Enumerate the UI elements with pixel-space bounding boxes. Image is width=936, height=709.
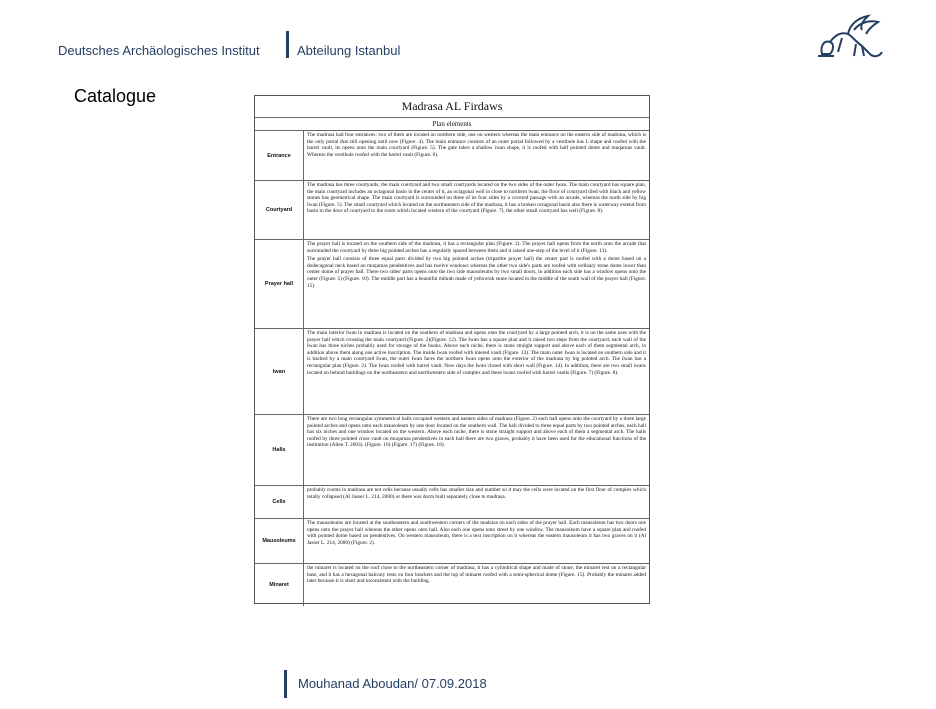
row-paragraph: probably rooms in madrasa are not cells because usually cells has smaller size and number so it may the cells were located on the first floor of complex which totally collapsed (Al Jasser L. 214, 2000) or there was dorm built separately close to madrasa. bbox=[307, 487, 646, 500]
row-paragraph: The prayer hall is located on the southern side of the madrasa, it has a rectangular plan (Figure. 2). The prayer hall opens from the north onto the arcade that surrounded the courtyard by three big pointed arches has a regularly spaced between them and it raised one-step of the level of it (Figure. 11). bbox=[307, 241, 646, 254]
row-paragraph: The main interior Iwan in madrasa is located on the southern of madrasa and opens onto the courtyard by a large pointed arch, it is on the same axes with the prayer hall which crossing the main courtyard (Figure. 2)(Figure. 12). The Iwan has a square plan and it raised two steps from the courtyard, each wall of the Iwan has three niches probably used for storage of the books. Above each niche, there is stone straight support and above each of them segmental arch, in addition above them along one active inscription. The inside Iwan roofed with intered vault (Figure. 13). The main outer Iwan is located on southern side and it is backed by a main courtyard Iwan, the outer Iwan faces the northern Iwan opens onto the exterior of the madrasa by big pointed arch. The Iwan has a rectangular plan (Figure. 2). The Iwan roofed with barrel vault. Now days the Iwan closed with short wall (Figure. 14). In addition, there are two small iwans located on behind buildings on the northeastern and northwestern side of complex and these iwans roofed with barrel vaults (Figure. 7) (Figure. 8). bbox=[307, 330, 646, 376]
row-description bbox=[304, 415, 649, 485]
table-row bbox=[255, 519, 649, 564]
row-description bbox=[304, 131, 649, 180]
griffin-logo-icon bbox=[812, 12, 886, 62]
row-label: Iwan bbox=[255, 329, 304, 414]
footer-author-date: Mouhanad Aboudan/ 07.09.2018 bbox=[298, 676, 487, 691]
row-paragraph: The prayer hall consists of three equal parts divided by two big pointed arches (tripartite prayer hall) the center part is roofed with a dome based on a dodecagonal neck based on muqarnas pendentives and has twelve windows whereas the other two side's parts are roofed with ordinary stone dome lower than center dome of prayer hall. There two sides' parts opens onto the two side mausoleums by two small doors, in addition each side has a window opens onto the outer (Figure. 5) (Figure. 10). The middle part has a beautiful mihrab made of yellowish stone located in the middle of the south wall of the prayer hall (Figure. 15). bbox=[307, 256, 646, 289]
document-title: Madrasa AL Firdaws bbox=[255, 96, 649, 118]
row-label: Halls bbox=[255, 415, 304, 485]
table-row bbox=[255, 329, 649, 415]
row-paragraph: the minaret is located on the roof close to the northeastern corner of madrasa, it has a cylindrical shape and made of stone, the minaret rest on a rectangular base, and it has a hexagonal balcony rests on four brackets and the top of minaret roofed with a semi-spherical dome (Figure. 15). Probably the minaret added later because it is short and inconsistent with the building. bbox=[307, 565, 646, 585]
slide-title: Catalogue bbox=[74, 86, 157, 106]
header-divider bbox=[286, 31, 289, 58]
document-page bbox=[254, 95, 650, 604]
row-label: Prayer hall bbox=[255, 240, 304, 328]
table-row bbox=[255, 564, 649, 606]
row-description bbox=[304, 564, 649, 606]
department-name: Abteilung Istanbul bbox=[297, 43, 401, 58]
row-description bbox=[304, 240, 649, 328]
row-description bbox=[304, 519, 649, 563]
footer-divider bbox=[284, 670, 287, 698]
row-paragraph: The madrasa has three courtyards, the main courtyard and two small courtyards located on the two sides of the outer Iwan. The main courtyard has square plan, the main courtyard includes an octagonal basin in the center of it, an octagonal well in close to northern iwan, the floor of courtyard tiled with black and yellow stones has geometrical shape. The main courtyard is surrounded on three of its four sides by a covered passage with an arcade, whereas the north side by big Iwan (Figure. 5). The small courtyard which located on the northeastern side of the madrasa, it has a broken octagonal basin also there is waterway extend from basin to the door of courtyard to the room which located western of the courtyard (Figure. 7), the other small courtyard has well (Figure. 8). bbox=[307, 182, 646, 215]
row-label: Courtyard bbox=[255, 181, 304, 239]
row-label: Entrance bbox=[255, 131, 304, 180]
table-row bbox=[255, 131, 649, 181]
row-paragraph: The mausoleums are located at the southeastern and southwestern corners of the madrasa on each sides of the prayer hall. Each mausoleum has two doors one opens onto the prayer hall whereas the other opens onto hall. Also each one opens onto street by one window. The mausoleum have a square plan and roofed with pointed dome based on pendentives. On western mausoleum, there is a text inscription on it whereas the eastern mausoleum it has two graves on it (Al Jasser L. 214, 2000) (Figure. 2). bbox=[307, 520, 646, 546]
row-label: Cells bbox=[255, 486, 304, 518]
row-paragraph: There are two long rectangular symmetrical halls occupied western and eastern sides of madrasa (Figure. 2) each hall opens onto the courtyard by a three large pointed arches and opens onto each mausoleum by one door located on the southern wall. The hall divided to three equal parts by two pointed arches, each hall has six niches and one window located on the western. Above each niche, there is stone straight support and above each of them a segmental arch. The halls roofed by three pointed cross vault on muqarnas pendentives in each hall there are two graves, probably it have been used for the educational functions of the institution (Allen T. 2003). (Figure. 16) (Figure. 17) (Figure. 18). bbox=[307, 416, 646, 449]
institute-name: Deutsches Archäologisches Institut bbox=[58, 43, 260, 58]
row-paragraph: The madrasa had four entrances: two of them are located on northern side, one on western whereas the main entrance on the eastern side of madrasa, which is the only portal that still opening until now (Figure. 4). The main entrance consists of an outer portal followed by a vestibule has L shape and roofed with the barrel vault, its opens onto the main courtyard (Figure. 5). The gate takes a shallow iwan shape, it is roofed with half pointed dome and muqarnas vault. Whereas the vestibule roofed with the barrel vault (Figure. 6). bbox=[307, 132, 646, 158]
row-description bbox=[304, 329, 649, 414]
row-label: Minaret bbox=[255, 564, 304, 606]
table-row bbox=[255, 181, 649, 240]
row-description bbox=[304, 486, 649, 518]
table-row bbox=[255, 415, 649, 486]
row-description bbox=[304, 181, 649, 239]
table-row bbox=[255, 240, 649, 329]
plan-elements-table bbox=[255, 131, 649, 606]
document-subtitle: Plan elements bbox=[255, 118, 649, 131]
row-label: Mausoleums bbox=[255, 519, 304, 563]
table-row bbox=[255, 486, 649, 519]
